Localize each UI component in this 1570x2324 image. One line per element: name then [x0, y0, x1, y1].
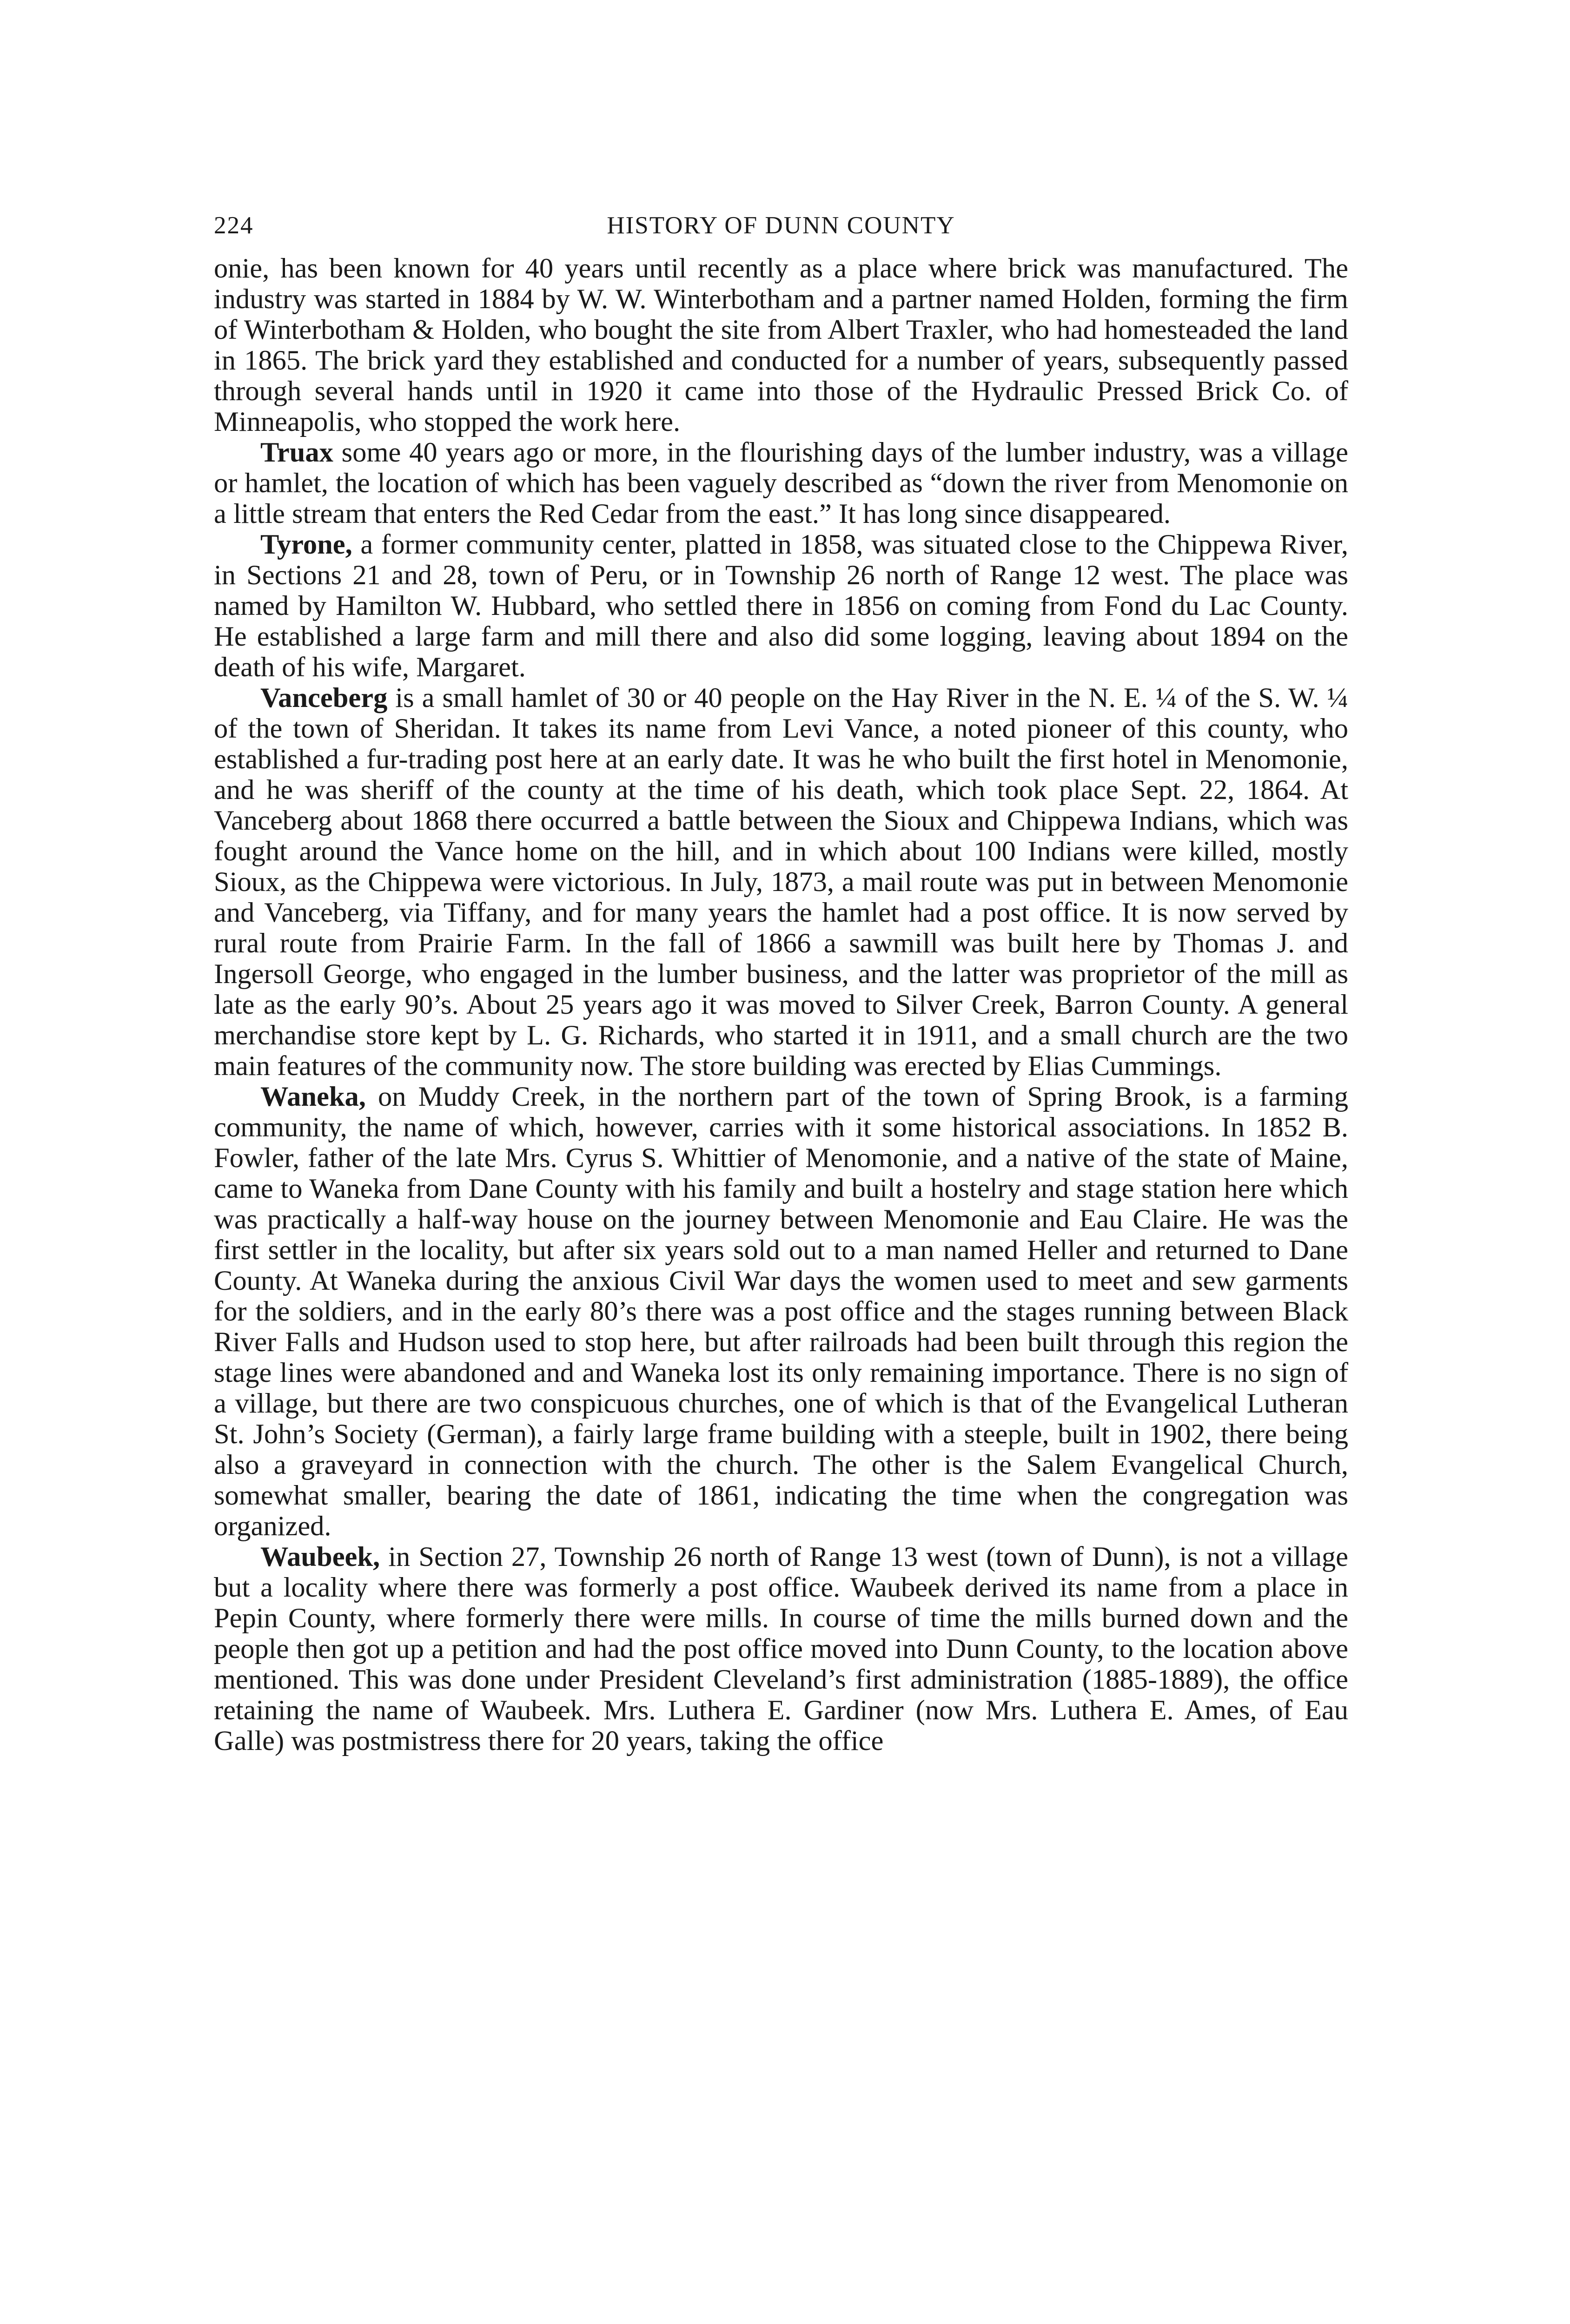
entry-term-waneka: Waneka,: [260, 1081, 366, 1112]
running-head: HISTORY OF DUNN COUNTY: [607, 212, 955, 239]
body-text: [214, 253, 1348, 1756]
entry-term-tyrone: Tyrone,: [260, 529, 352, 560]
entry-term-truax: Truax: [260, 437, 333, 468]
paragraph-text: onie, has been known for 40 years until recently as a place where brick was manufactured. The industry was started in 1884 by W. W. Winterbotham and a partner named Holden, forming the firm of Winterbotham & Holden, who bought the site from Albert Traxler, who had homesteaded the land in 1865. The brick yard they established and conducted for a number of years, subsequently passed through several hands until in 1920 it came into those of the Hydraulic Pressed Brick Co. of Minneapolis, who stopped the work here.: [214, 253, 1348, 437]
entry-term-vanceberg: Vanceberg: [260, 682, 388, 713]
paragraph-waneka: [214, 1082, 1348, 1542]
page-header: [214, 211, 1348, 253]
paragraph-vanceberg: [214, 683, 1348, 1082]
page-number: 224: [214, 212, 254, 239]
paragraph-waubeek: [214, 1542, 1348, 1756]
paragraph-tyrone: [214, 529, 1348, 683]
paragraph-text: some 40 years ago or more, in the flourishing days of the lumber industry, was a village or hamlet, the location of which has been vaguely described as “down the river from Menomonie on a little stream that enters the Red Cedar from the east.” It has long since disappeared.: [214, 437, 1348, 529]
paragraph-text: is a small hamlet of 30 or 40 people on the Hay River in the N. E. ¼ of the S. W. ¼ of the town of Sheridan. It takes its name from Levi Vance, a noted pioneer of this county, who established a fur-trading post here at an early date. It was he who built the first hotel in Menomonie, and he was sheriff of the county at the time of his death, which took place Sept. 22, 1864. At Vanceberg about 1868 there occurred a battle between the Sioux and Chippewa Indians, which was fought around the Vance home on the hill, and in which about 100 Indians were killed, mostly Sioux, as the Chippewa were victorious. In July, 1873, a mail route was put in between Menomonie and Vanceberg, via Tiffany, and for many years the hamlet had a post office. It is now served by rural route from Prairie Farm. In the fall of 1866 a sawmill was built here by Thomas J. and Ingersoll George, who engaged in the lumber business, and the latter was proprietor of the mill as late as the early 90’s. About 25 years ago it was moved to Silver Creek, Barron County. A general merchandise store kept by L. G. Richards, who started it in 1911, and a small church are the two main features of the community now. The store building was erected by Elias Cummings.: [214, 682, 1348, 1082]
paragraph-brickyard-continuation: [214, 253, 1348, 437]
book-page: [214, 211, 1348, 1756]
paragraph-text: in Section 27, Township 26 north of Range 13 west (town of Dunn), is not a village but a locality where there was formerly a post office. Waubeek derived its name from a place in Pepin County, where formerly there were mills. In course of time the mills burned down and the people then got up a petition and had the post office moved into Dunn County, to the location above mentioned. This was done under President Cleveland’s first administration (1885-1889), the office retaining the name of Waubeek. Mrs. Luthera E. Gardiner (now Mrs. Luthera E. Ames, of Eau Galle) was postmistress there for 20 years, taking the office: [214, 1541, 1348, 1756]
paragraph-text: on Muddy Creek, in the northern part of the town of Spring Brook, is a farming community, the name of which, however, carries with it some historical associations. In 1852 B. Fowler, father of the late Mrs. Cyrus S. Whittier of Menomonie, and a native of the state of Maine, came to Waneka from Dane County with his family and built a hostelry and stage station here which was practically a half-way house on the journey between Menomonie and Eau Claire. He was the first settler in the locality, but after six years sold out to a man named Heller and returned to Dane County. At Waneka during the anxious Civil War days the women used to meet and sew garments for the soldiers, and in the early 80’s there was a post office and the stages running between Black River Falls and Hudson used to stop here, but after railroads had been built through this region the stage lines were abandoned and and Waneka lost its only remaining importance. There is no sign of a village, but there are two conspicuous churches, one of which is that of the Evangelical Lutheran St. John’s Society (German), a fairly large frame building with a steeple, built in 1902, there being also a graveyard in connection with the church. The other is the Salem Evangelical Church, somewhat smaller, bearing the date of 1861, indicating the time when the congregation was organized.: [214, 1081, 1348, 1542]
paragraph-text: a former community center, platted in 1858, was situated close to the Chippewa River, in Sections 21 and 28, town of Peru, or in Township 26 north of Range 12 west. The place was named by Hamilton W. Hubbard, who settled there in 1856 on coming from Fond du Lac County. He established a large farm and mill there and also did some logging, leaving about 1894 on the death of his wife, Margaret.: [214, 529, 1348, 683]
entry-term-waubeek: Waubeek,: [260, 1541, 380, 1572]
paragraph-truax: [214, 437, 1348, 529]
